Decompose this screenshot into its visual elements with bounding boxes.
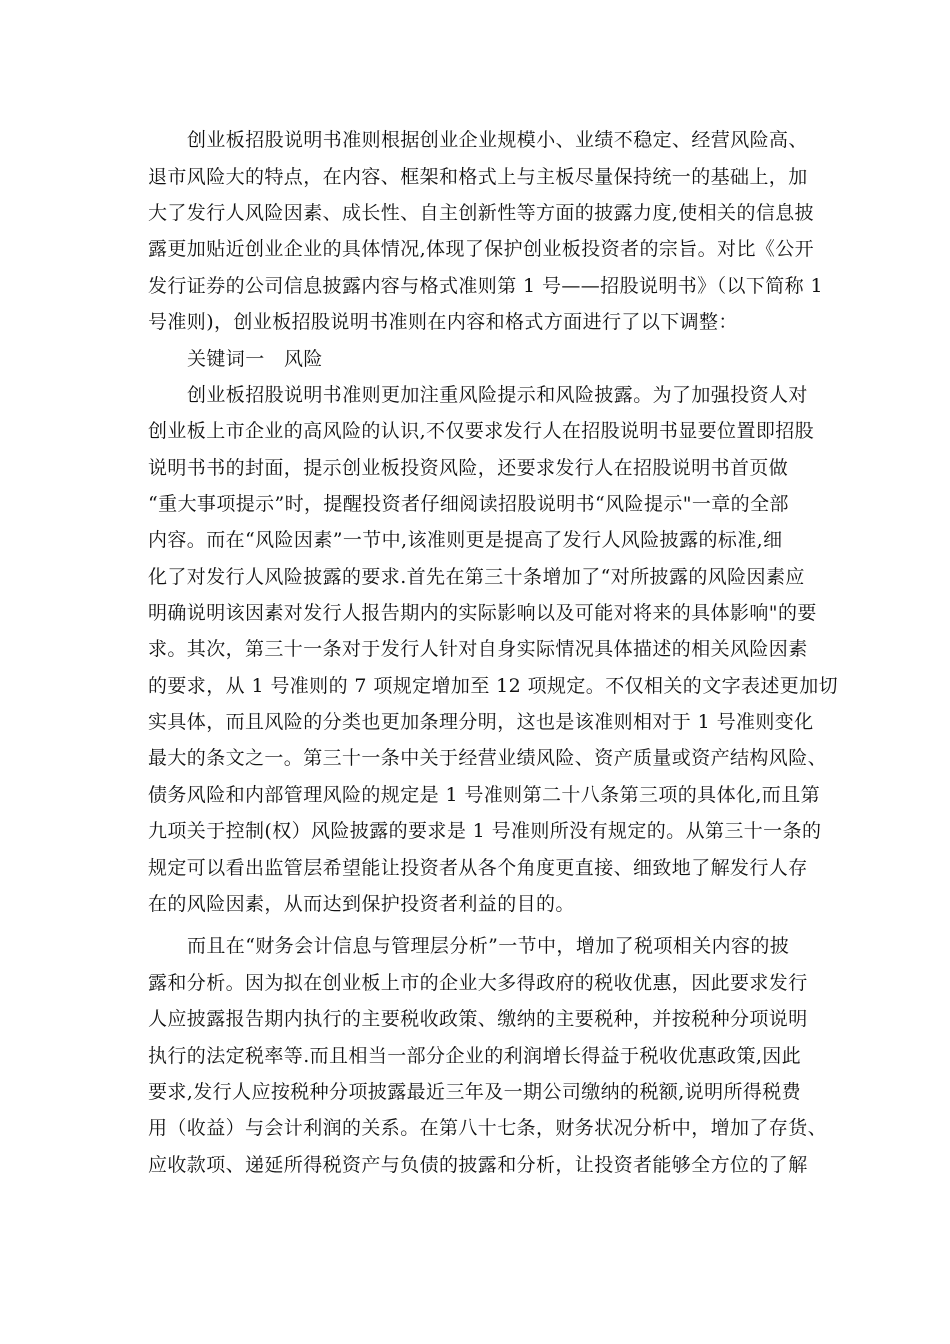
- paragraph-1-line-1: 创业板招股说明书准则根据创业企业规模小、业绩不稳定、经营风险高、: [187, 129, 808, 151]
- paragraph-2-line-1: 创业板招股说明书准则更加注重风险提示和风险披露。为了加强投资人对: [187, 384, 808, 406]
- paragraph-2-line-15: 在的风险因素，从而达到保护投资者利益的目的。: [148, 893, 575, 915]
- paragraph-3-line-6: 用（收益）与会计利润的关系。在第八十七条，财务状况分析中，增加了存货、: [148, 1117, 828, 1139]
- paragraph-3-line-3: 人应披露报告期内执行的主要税收政策、缴纳的主要税种，并按税种分项说明: [148, 1008, 808, 1030]
- paragraph-2-line-4: “重大事项提示”时，提醒投资者仔细阅读招股说明书“风险提示"一章的全部: [148, 493, 789, 515]
- paragraph-1-line-5: 发行证券的公司信息披露内容与格式准则第 1 号——招股说明书》（以下简称 1: [148, 275, 823, 297]
- paragraph-3-line-2: 露和分析。因为拟在创业板上市的企业大多得政府的税收优惠，因此要求发行: [148, 972, 808, 994]
- keyword-heading: 关键词一 风险: [187, 348, 323, 370]
- paragraph-2-line-10: 实具体，而且风险的分类也更加条理分明，这也是该准则相对于 1 号准则变化: [148, 711, 814, 733]
- paragraph-3-line-7: 应收款项、递延所得税资产与负债的披露和分析，让投资者能够全方位的了解: [148, 1154, 808, 1176]
- paragraph-2-line-12: 债务风险和内部管理风险的规定是 1 号准则第二十八条第三项的具体化,而且第: [148, 784, 821, 806]
- paragraph-1-line-6: 号准则)，创业板招股说明书准则在内容和格式方面进行了以下调整：: [148, 311, 738, 333]
- paragraph-2-line-2: 创业板上市企业的高风险的认识,不仅要求发行人在招股说明书显要位置即招股: [148, 420, 815, 442]
- paragraph-3-line-4: 执行的法定税率等.而且相当一部分企业的利润增长得益于税收优惠政策,因此: [148, 1045, 802, 1067]
- paragraph-1-line-3: 大了发行人风险因素、成长性、自主创新性等方面的披露力度,使相关的信息披: [148, 202, 815, 224]
- paragraph-1-line-2: 退市风险大的特点，在内容、框架和格式上与主板尽量保持统一的基础上，加: [148, 166, 808, 188]
- paragraph-1-line-4: 露更加贴近创业企业的具体情况,体现了保护创业板投资者的宗旨。对比《公开: [148, 238, 815, 260]
- paragraph-2-line-7: 明确说明该因素对发行人报告期内的实际影响以及可能对将来的具体影响"的要: [148, 602, 817, 624]
- paragraph-3-line-5: 要求,发行人应按税种分项披露最近三年及一期公司缴纳的税额,说明所得税费: [148, 1081, 802, 1103]
- paragraph-2-line-9: 的要求，从 1 号准则的 7 项规定增加至 12 项规定。不仅相关的文字表述更加切: [148, 675, 838, 697]
- paragraph-2-line-3: 说明书书的封面，提示创业板投资风险，还要求发行人在招股说明书首页做: [148, 457, 789, 479]
- paragraph-3-line-1: 而且在“财务会计信息与管理层分析”一节中，增加了税项相关内容的披: [187, 935, 790, 957]
- paragraph-2-line-5: 内容。而在“风险因素”一节中,该准则更是提高了发行人风险披露的标准,细: [148, 529, 783, 551]
- paragraph-2-line-14: 规定可以看出监管层希望能让投资者从各个角度更直接、细致地了解发行人存: [148, 857, 808, 879]
- paragraph-2-line-8: 求。其次，第三十一条对于发行人针对自身实际情况具体描述的相关风险因素: [148, 638, 808, 660]
- paragraph-2-line-13: 九项关于控制(权）风险披露的要求是 1 号准则所没有规定的。从第三十一条的: [148, 820, 822, 842]
- paragraph-2-line-6: 化了对发行人风险披露的要求.首先在第三十条增加了“对所披露的风险因素应: [148, 566, 805, 588]
- paragraph-2-line-11: 最大的条文之一。第三十一条中关于经营业绩风险、资产质量或资产结构风险、: [148, 747, 828, 769]
